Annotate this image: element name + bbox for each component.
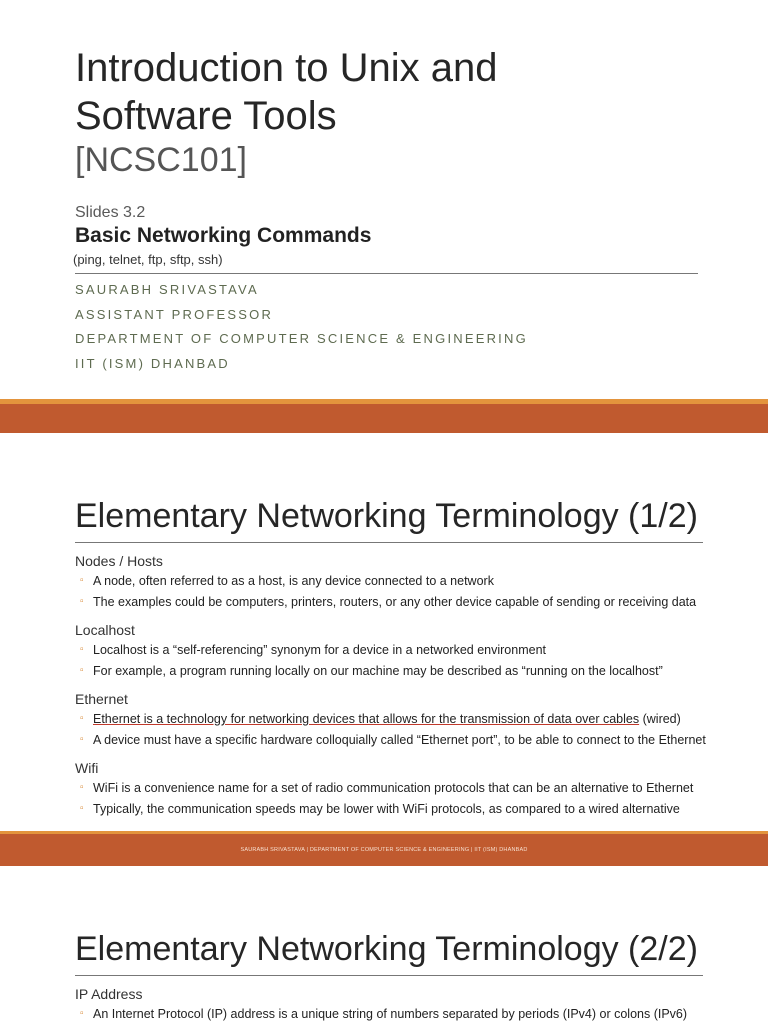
bullet-icon: ▫ [80, 802, 84, 814]
course-code: [NCSC101] [75, 141, 247, 179]
list-item: ▫ An Internet Protocol (IP) address is a unique string of numbers separated by periods (IPv4) or colons (IPv6) [75, 1004, 765, 1024]
bullet-list [75, 571, 765, 612]
list-item: ▫ For example, a program running locally on our machine may be described as “running on the localhost” [75, 661, 765, 682]
title-divider [75, 975, 703, 976]
terminology-slide-2 [0, 866, 768, 1024]
list-item: ▫ A device must have a specific hardware colloquially called “Ethernet port”, to be able to connect to the Ethernet [75, 730, 765, 751]
author-name: SAURABH SRIVASTAVA [75, 282, 259, 297]
slides-label: Slides 3.2 [75, 204, 146, 221]
bullet-list [75, 778, 765, 819]
author-institute: IIT (ISM) DHANBAD [75, 355, 230, 371]
bullet-list [75, 709, 765, 750]
list-item: ▫ Typically, the communication speeds may be lower with WiFi protocols, as compared to a wired alternative [75, 799, 765, 820]
title-line-2: Software Tools [75, 94, 337, 138]
bullet-icon: ▫ [80, 1008, 84, 1019]
slide-content [75, 551, 765, 819]
title-slide [0, 0, 768, 433]
bullet-icon: ▫ [80, 713, 84, 724]
slide-content [75, 984, 765, 1024]
bullet-icon: ▫ [80, 595, 84, 607]
underlined-text: Ethernet is a technology for networking devices that allows for the transmission of data over cables [93, 712, 640, 726]
author-position: ASSISTANT PROFESSOR [75, 306, 274, 322]
list-item: ▫ Ethernet is a technology for networking devices that allows for the transmission of data over cables (wired) [75, 709, 765, 730]
list-item: ▫ Localhost is a “self-referencing” synonym for a device in a networked environment [75, 640, 765, 661]
slide-title: Elementary Networking Terminology (2/2) [75, 930, 698, 968]
list-item: ▫ A node, often referred to as a host, is any device connected to a network [75, 571, 765, 592]
section-heading: Localhost [75, 622, 135, 638]
accent-band [0, 404, 768, 433]
section-heading: Wifi [75, 760, 99, 776]
commands-list: (ping, telnet, ftp, sftp, ssh) [73, 252, 223, 267]
divider [75, 273, 698, 274]
bullet-list [75, 640, 765, 681]
list-item: ▫ WiFi is a convenience name for a set of radio communication protocols that can be an alternative to Ethernet [75, 778, 765, 799]
bullet-list [75, 1004, 765, 1024]
bullet-icon: ▫ [80, 664, 84, 676]
topic-title: Basic Networking Commands [75, 224, 372, 247]
terminology-slide-1 [0, 433, 768, 866]
section-heading: Ethernet [75, 691, 128, 707]
slide-title: Elementary Networking Terminology (1/2) [75, 497, 698, 535]
bullet-icon: ▫ [80, 575, 84, 586]
title-divider [75, 542, 703, 543]
presentation-title [75, 44, 497, 140]
slide-footer: SAURABH SRIVASTAVA | DEPARTMENT OF COMPUTER SCIENCE & ENGINEERING | IIT (ISM) DHANBAD [240, 847, 528, 853]
title-line-1: Introduction to Unix and [75, 46, 498, 90]
bullet-icon: ▫ [80, 644, 84, 655]
author-block [75, 280, 528, 378]
author-department: DEPARTMENT OF COMPUTER SCIENCE & ENGINEERING [75, 331, 528, 346]
section-heading: IP Address [75, 986, 143, 1002]
list-item: ▫ The examples could be computers, printers, routers, or any other device capable of sending or receiving data [75, 592, 765, 613]
footer-stripe [0, 831, 768, 834]
bullet-icon: ▫ [80, 733, 84, 745]
section-heading: Nodes / Hosts [75, 553, 163, 569]
bullet-icon: ▫ [80, 782, 84, 793]
